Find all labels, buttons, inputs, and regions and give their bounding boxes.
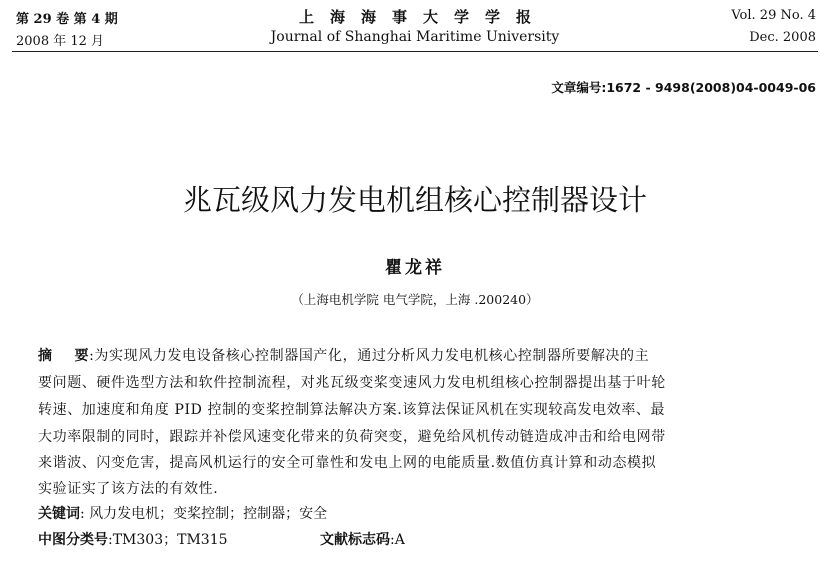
keywords-value: : 风力发电机；变桨控制；控制器；安全 [80,506,328,522]
abstract-line-4: 大功率限制的同时，跟踪并补偿风速变化带来的负荷突变，避免给风机传动链造成冲击和给电网带 [38,429,666,445]
date-cn: 2008 年 12 月 [16,34,105,49]
article-number-value: :1672 - 9498(2008)04-0049-06 [601,80,816,95]
volume-issue-cn: 第 29 卷 第 4 期 [16,12,118,27]
clc-value: :TM303；TM315 [108,532,228,548]
abstract-line-5: 来谐波、闪变危害，提高风机运行的安全可靠性和发电上网的电能质量.数值仿真计算和动态模拟 [38,455,657,471]
keywords [38,503,327,523]
paper-title: 兆瓦级风力发电机组核心控制器设计 [182,183,647,217]
volume-issue-en: Vol. 29 No. 4 [731,8,816,23]
article-number-label: 文章编号 [551,80,602,95]
abstract-line-2: 要问题、硬件选型方法和软件控制流程，对兆瓦级变桨变速风力发电机组核心控制器提出基于叶轮 [38,375,666,391]
author: 瞿龙祥 [385,258,445,278]
clc-number [38,529,228,549]
header-rule [12,51,818,52]
affiliation: （上海电机学院 电气学院，上海 .200240） [291,292,539,307]
journal-name-cn: 上海海事大学学报 [298,8,547,26]
date-en: Dec. 2008 [749,30,816,45]
abstract-line-3: 转速、加速度和角度 PID 控制的变桨控制算法解决方案.该算法保证风机在实现较高发电效率、最 [38,402,666,418]
abstract-line-6: 实验证实了该方法的有效性. [38,481,219,497]
clc-label: 中图分类号 [38,532,108,548]
keywords-label: 关键词 [38,506,80,522]
abstract-label: 摘 要 [38,348,90,364]
document-code [320,529,405,549]
doc-code-value: :A [390,532,405,548]
doc-code-label: 文献标志码 [320,532,390,548]
article-number [551,78,816,96]
journal-name-en: Journal of Shanghai Maritime University [270,29,560,45]
abstract-line-1: 摘 要:为实现风力发电设备核心控制器国产化，通过分析风力发电机核心控制器所要解决的主 [38,348,650,364]
